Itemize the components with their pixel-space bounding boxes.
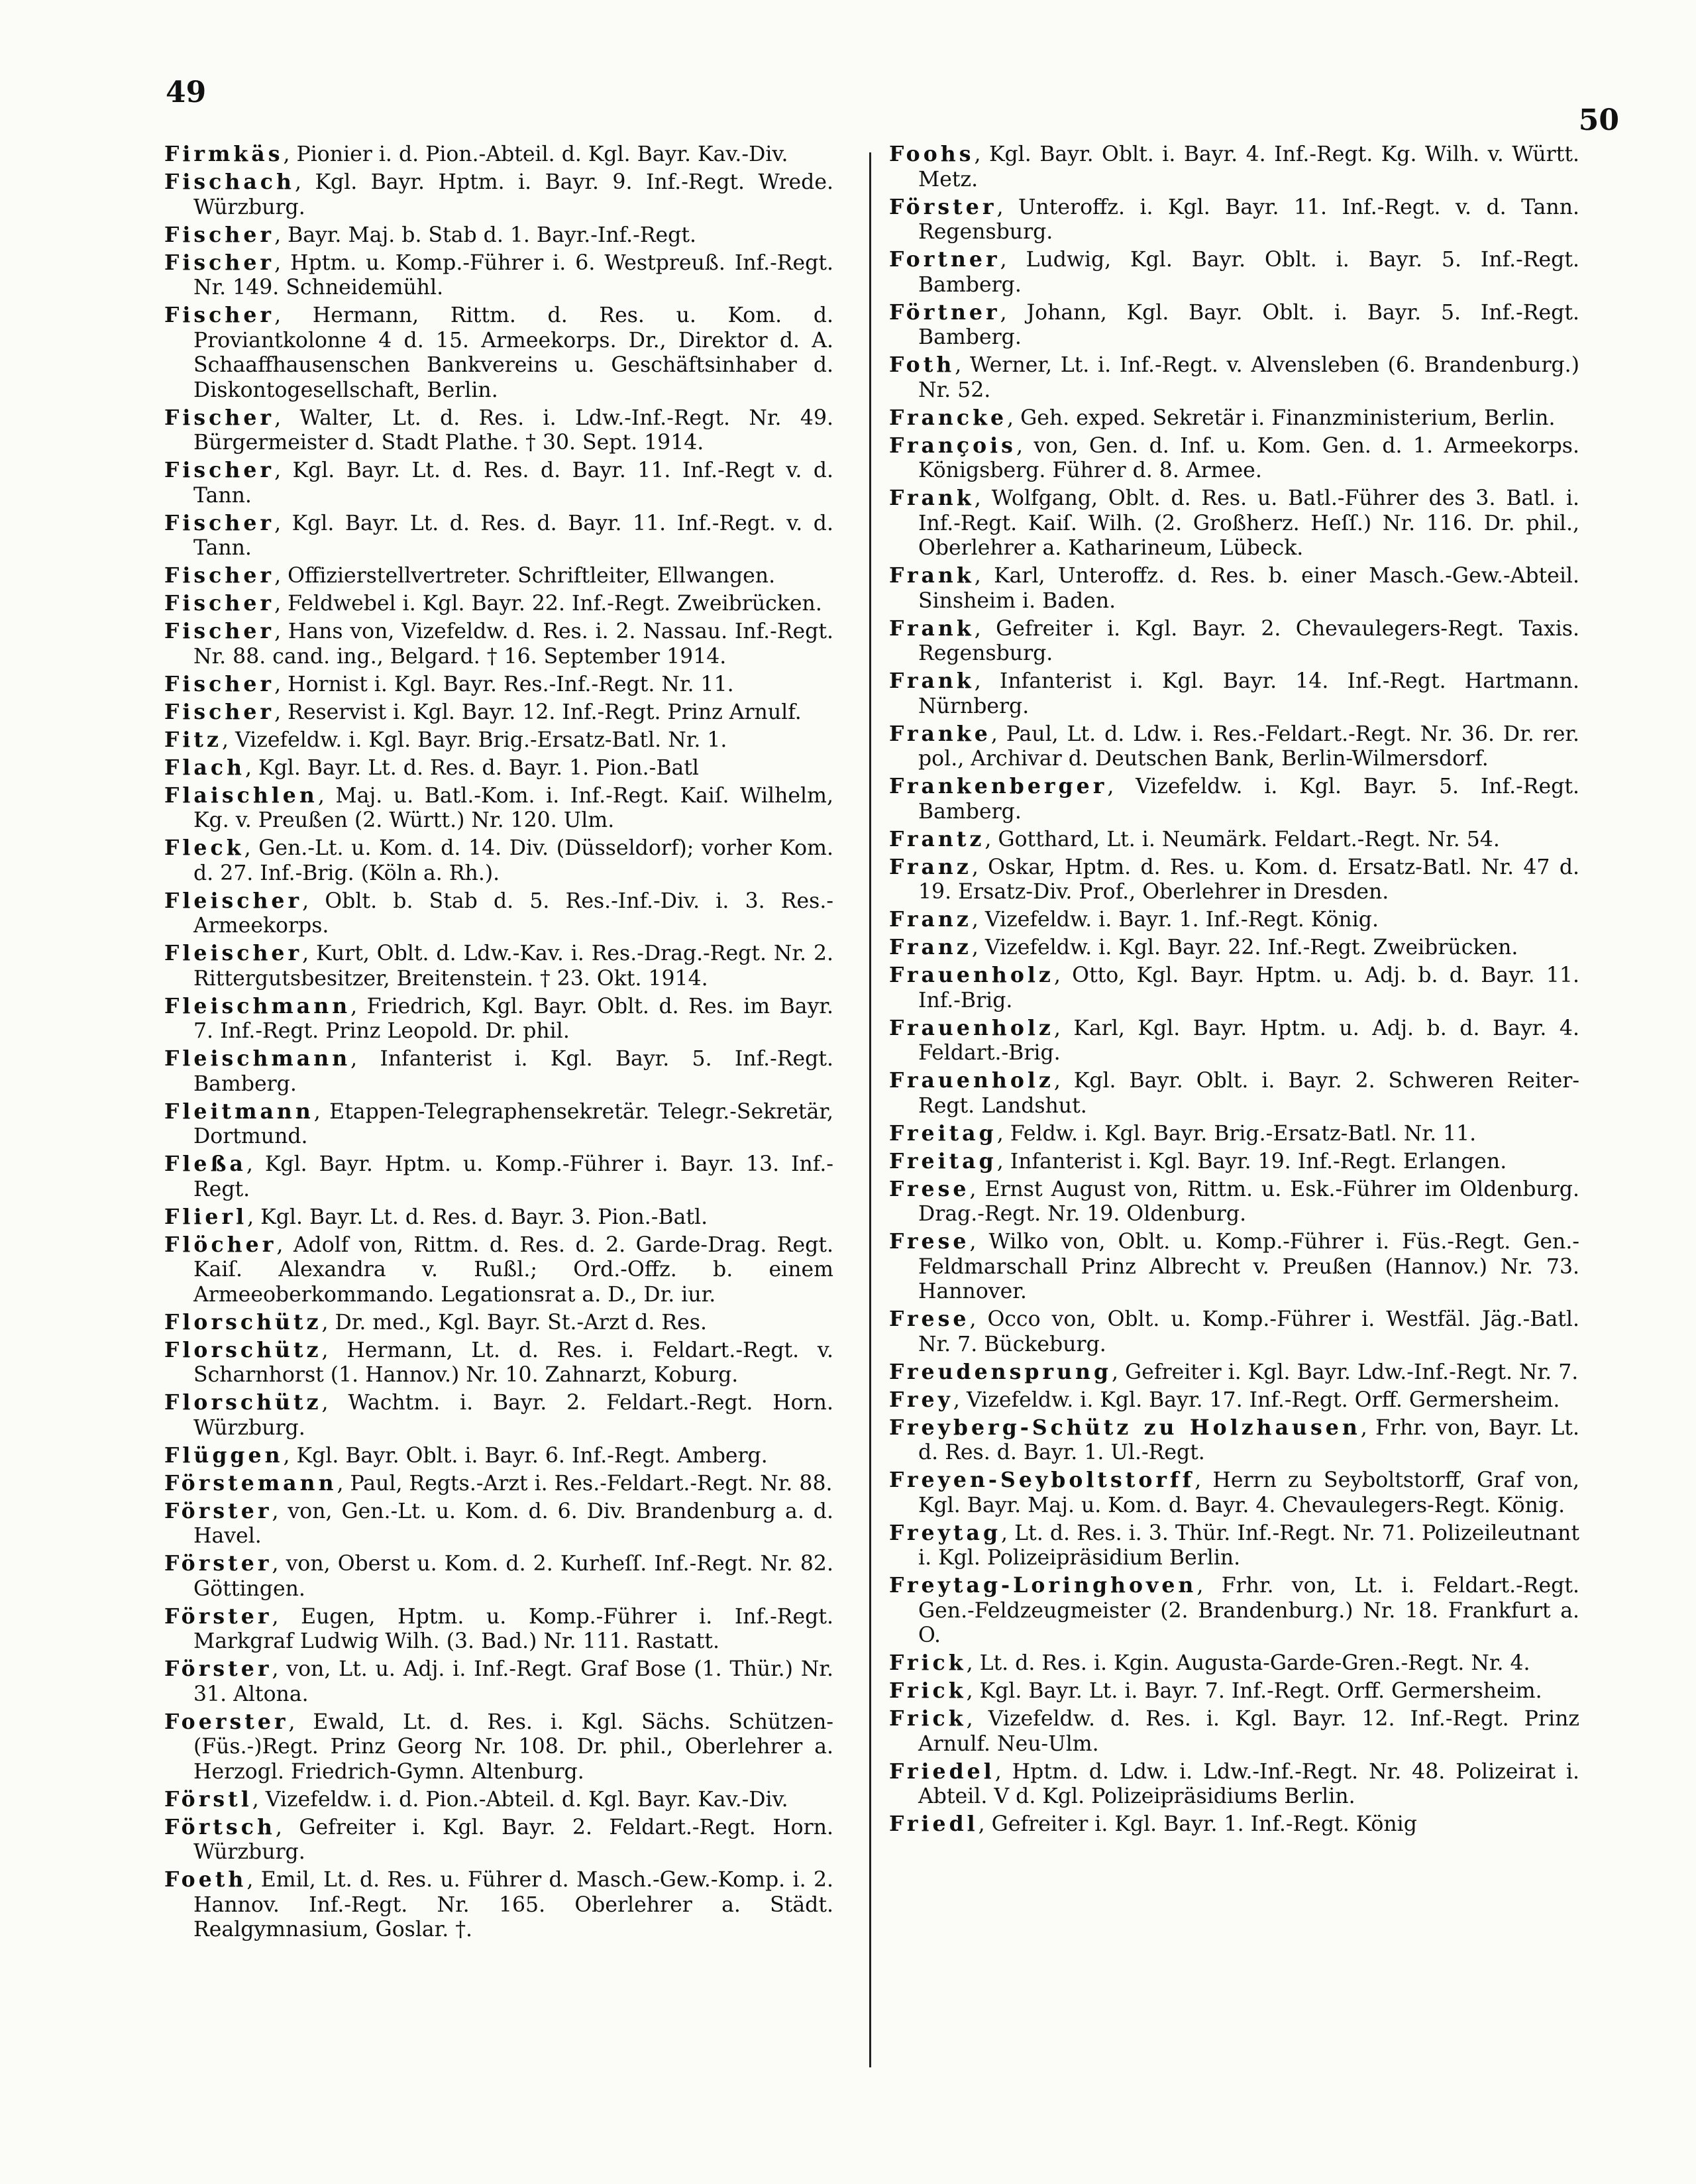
entry-surname: Frank bbox=[889, 563, 975, 588]
directory-entry bbox=[889, 300, 1579, 351]
entry-surname: Frantz bbox=[889, 826, 985, 851]
directory-entry bbox=[164, 142, 833, 168]
entry-details: , Feldwebel i. Kgl. Bayr. 22. Inf.-Regt. Zweibrücken. bbox=[274, 592, 822, 616]
directory-entry bbox=[164, 250, 833, 301]
entry-details: , Lt. d. Res. i. 3. Thür. Inf.-Regt. Nr. 71. Polizeileutnant i. Kgl. Polizeipräsidium Berlin. bbox=[918, 1521, 1579, 1570]
entry-surname: Friedel bbox=[889, 1759, 995, 1784]
entry-surname: Foohs bbox=[889, 142, 975, 166]
directory-entry bbox=[164, 1232, 833, 1308]
entry-details: , Oblt. b. Stab d. 5. Res.-Inf.-Div. i. 3. Res.-Armeekorps. bbox=[193, 889, 833, 938]
entry-details: , Herrn zu Seyboltstorff, Graf von, Kgl. Bayr. Maj. u. Kom. d. Bayr. 4. Chevaulegers-Regt. König. bbox=[918, 1468, 1579, 1517]
directory-entry bbox=[164, 1046, 833, 1097]
entry-details: , Karl, Unteroffz. d. Res. b. einer Masch.-Gew.-Abteil. Sinsheim i. Baden. bbox=[918, 564, 1579, 613]
entry-surname: Fleischer bbox=[164, 888, 303, 913]
entry-surname: Fitz bbox=[164, 727, 222, 752]
entry-surname: Förster bbox=[164, 1498, 272, 1523]
directory-entry bbox=[889, 722, 1579, 772]
entry-surname: Fischer bbox=[164, 303, 275, 327]
entry-surname: Fischer bbox=[164, 563, 275, 588]
entry-details: , Gefreiter i. Kgl. Bayr. 1. Inf.-Regt. König bbox=[978, 1812, 1417, 1836]
entry-surname: Freitag bbox=[889, 1148, 997, 1174]
entry-details: , Frhr. von, Bayr. Lt. d. Res. d. Bayr. 1. Ul.-Regt. bbox=[918, 1415, 1579, 1464]
directory-entry bbox=[164, 458, 833, 508]
directory-entry bbox=[889, 195, 1579, 245]
entry-details: , Kgl. Bayr. Oblt. i. Bayr. 6. Inf.-Regt. Amberg. bbox=[283, 1443, 768, 1468]
entry-details: , Occo von, Oblt. u. Komp.-Führer i. Westfäl. Jäg.-Batl. Nr. 7. Bückeburg. bbox=[918, 1307, 1579, 1356]
directory-entry bbox=[889, 907, 1579, 933]
entry-details: , Frhr. von, Lt. i. Feldart.-Regt. Gen.-Feldzeugmeister (2. Brandenburg.) Nr. 18. Frankfurt a. O. bbox=[918, 1574, 1579, 1647]
entry-details: , Vizefeldw. i. Kgl. Bayr. Brig.-Ersatz-Batl. Nr. 1. bbox=[221, 728, 727, 752]
entry-details: , Wolfgang, Oblt. d. Res. u. Batl.-Führer des 3. Batl. i. Inf.-Regt. Kaiſ. Wilh. (2. Großherz. Heſſ.) Nr. 116. Dr. phil., Oberlehrer a. Katharineum, Lübeck. bbox=[918, 486, 1579, 560]
entry-surname: Fleck bbox=[164, 836, 244, 860]
entry-details: , Werner, Lt. i. Inf.-Regt. v. Alvensleben (6. Brandenburg.) Nr. 52. bbox=[918, 353, 1579, 402]
directory-entry bbox=[164, 170, 833, 220]
directory-entry bbox=[164, 1152, 833, 1202]
directory-entry bbox=[889, 1706, 1579, 1757]
entry-details: , von, Lt. u. Adj. i. Inf.-Regt. Graf Bose (1. Thür.) Nr. 31. Altona. bbox=[193, 1657, 833, 1706]
entry-details: , Etappen-Telegraphensekretär. Telegr.-Sekretär, Dortmund. bbox=[193, 1099, 833, 1148]
entry-details: , Kgl. Bayr. Oblt. i. Bayr. 2. Schweren Reiter-Regt. Landshut. bbox=[918, 1069, 1579, 1118]
directory-entry bbox=[164, 1787, 833, 1813]
entry-surname: Freitag bbox=[889, 1120, 997, 1146]
directory-entry bbox=[889, 774, 1579, 824]
entry-details: , Johann, Kgl. Bayr. Oblt. i. Bayr. 5. Inf.-Regt. Bamberg. bbox=[918, 300, 1579, 349]
directory-entry bbox=[889, 247, 1579, 298]
directory-entry bbox=[164, 1443, 833, 1469]
entry-details: , Wachtm. i. Bayr. 2. Feldart.-Regt. Horn. Würzburg. bbox=[193, 1391, 833, 1440]
entry-surname: Franz bbox=[889, 935, 972, 959]
entry-surname: Flöcher bbox=[164, 1232, 277, 1257]
entry-surname: Frese bbox=[889, 1176, 970, 1201]
entry-details: , Unteroffz. i. Kgl. Bayr. 11. Inf.-Regt. v. d. Tann. Regensburg. bbox=[918, 195, 1579, 244]
entry-details: , Kurt, Oblt. d. Ldw.-Kav. i. Res.-Drag.-Regt. Nr. 2. Rittergutsbesitzer, Breitenstein. † 23. Okt. 1914. bbox=[193, 942, 833, 991]
directory-entry bbox=[889, 1360, 1579, 1386]
entry-surname: Friedl bbox=[889, 1812, 979, 1836]
entry-details: , Infanterist i. Kgl. Bayr. 5. Inf.-Regt. Bamberg. bbox=[193, 1047, 833, 1096]
directory-entry bbox=[164, 1310, 833, 1336]
entry-surname: Flaischlen bbox=[164, 783, 318, 808]
entry-details: , Gefreiter i. Kgl. Bayr. 2. Chevaulegers-Regt. Taxis. Regensburg. bbox=[918, 616, 1579, 665]
entry-surname: Fischach bbox=[164, 170, 295, 194]
entry-details: , Ernst August von, Rittm. u. Esk.-Führer im Oldenburg. Drag.-Regt. Nr. 19. Oldenburg. bbox=[918, 1177, 1579, 1226]
entry-surname: Förster bbox=[889, 194, 997, 219]
entry-surname: Förster bbox=[164, 1657, 272, 1681]
directory-entry bbox=[164, 1604, 833, 1655]
entry-details: , Kgl. Bayr. Oblt. i. Bayr. 4. Inf.-Regt. Kg. Wilh. v. Württ. Metz. bbox=[918, 142, 1579, 191]
entry-surname: Firmkäs bbox=[164, 142, 284, 166]
entry-surname: Florschütz bbox=[164, 1337, 322, 1362]
directory-entry bbox=[889, 1229, 1579, 1305]
entry-surname: Freyberg-Schütz zu Holzhausen bbox=[889, 1415, 1361, 1440]
directory-entry bbox=[164, 994, 833, 1044]
entry-details: , Ewald, Lt. d. Res. i. Kgl. Sächs. Schützen-(Füs.-)Regt. Prinz Georg Nr. 108. Dr. phil., Oberlehrer a. Herzogl. Friedrich-Gymn. Altenburg. bbox=[193, 1710, 833, 1784]
directory-entry bbox=[889, 1177, 1579, 1227]
entry-details: , Vizefeldw. i. Kgl. Bayr. 17. Inf.-Regt. Orff. Germersheim. bbox=[953, 1388, 1560, 1412]
directory-entry bbox=[889, 1415, 1579, 1466]
entry-surname: Fischer bbox=[164, 250, 275, 275]
entry-details: , Kgl. Bayr. Lt. d. Res. d. Bayr. 1. Pion.-Batl bbox=[245, 755, 699, 780]
entry-details: , Kgl. Bayr. Hptm. i. Bayr. 9. Inf.-Regt. Wrede. Würzburg. bbox=[193, 170, 833, 219]
entry-surname: Förtner bbox=[889, 300, 1000, 325]
directory-entry bbox=[164, 941, 833, 991]
entry-surname: Förstemann bbox=[164, 1470, 337, 1496]
directory-entry bbox=[164, 1338, 833, 1388]
entry-details: , von, Oberst u. Kom. d. 2. Kurheſſ. Inf.-Regt. Nr. 82. Göttingen. bbox=[193, 1552, 833, 1601]
entry-surname: Förster bbox=[164, 1551, 272, 1576]
directory-entry bbox=[164, 836, 833, 886]
directory-entry bbox=[164, 511, 833, 561]
entry-details: , Vizefeldw. d. Res. i. Kgl. Bayr. 12. Inf.-Regt. Prinz Arnulf. Neu-Ulm. bbox=[918, 1707, 1579, 1756]
directory-entry bbox=[164, 672, 833, 698]
directory-entry bbox=[889, 963, 1579, 1013]
entry-details: , Emil, Lt. d. Res. u. Führer d. Masch.-Gew.-Komp. i. 2. Hannov. Inf.-Regt. Nr. 165. Oberlehrer a. Städt. Realgymnasium, Goslar. †. bbox=[193, 1868, 833, 1941]
entry-surname: Foeth bbox=[164, 1867, 247, 1892]
entry-surname: Franz bbox=[889, 854, 972, 879]
directory-entry bbox=[889, 1651, 1579, 1676]
entry-details: , Maj. u. Batl.-Kom. i. Inf.-Regt. Kaiſ. Wilhelm, Kg. v. Preußen (2. Württ.) Nr. 120. Ulm. bbox=[193, 783, 833, 832]
directory-entry bbox=[164, 223, 833, 248]
entry-surname: Fleitmann bbox=[164, 1099, 314, 1124]
entry-details: , Otto, Kgl. Bayr. Hptm. u. Adj. b. d. Bayr. 11. Inf.-Brig. bbox=[918, 963, 1579, 1012]
directory-entry bbox=[164, 303, 833, 403]
directory-entry bbox=[889, 669, 1579, 719]
entry-details: , Eugen, Hptm. u. Komp.-Führer i. Inf.-Regt. Markgraf Ludwig Wilh. (3. Bad.) Nr. 111. Rastatt. bbox=[193, 1604, 833, 1653]
entry-surname: Fleßa bbox=[164, 1152, 246, 1176]
directory-entry bbox=[164, 1499, 833, 1549]
entry-details: , Hermann, Rittm. d. Res. u. Kom. d. Proviantkolonne 4 d. 15. Armeekorps. Dr., Direktor d. A. Schaaffhausenschen Bankvereins u. Geschäftsinhaber d. Diskontogesellschaft, Berlin. bbox=[193, 303, 833, 402]
entry-surname: Franke bbox=[889, 721, 991, 746]
entry-surname: Fortner bbox=[889, 247, 1000, 272]
entry-details: , Kgl. Bayr. Lt. d. Res. d. Bayr. 11. Inf.-Regt. v. d. Tann. bbox=[193, 511, 833, 560]
directory-entry bbox=[164, 700, 833, 726]
entry-surname: Fischer bbox=[164, 405, 275, 430]
entry-surname: François bbox=[889, 433, 1016, 458]
entry-surname: Förtsch bbox=[164, 1814, 276, 1839]
page-number-left: 49 bbox=[166, 76, 207, 109]
entry-details: , Oskar, Hptm. d. Res. u. Kom. d. Ersatz-Batl. Nr. 47 d. 19. Ersatz-Div. Prof., Oberlehrer in Dresden. bbox=[918, 855, 1579, 904]
entry-surname: Freytag bbox=[889, 1520, 1002, 1545]
entry-details: , Friedrich, Kgl. Bayr. Oblt. d. Res. im Bayr. 7. Inf.-Regt. Prinz Leopold. Dr. phil. bbox=[193, 994, 833, 1043]
directory-entry bbox=[889, 1812, 1579, 1837]
entry-details: , Ludwig, Kgl. Bayr. Oblt. i. Bayr. 5. Inf.-Regt. Bamberg. bbox=[918, 248, 1579, 297]
entry-surname: Flach bbox=[164, 755, 246, 780]
entry-details: , von, Gen. d. Inf. u. Kom. Gen. d. 1. Armeekorps. Königsberg. Führer d. 8. Armee. bbox=[918, 433, 1579, 482]
entry-details: , Walter, Lt. d. Res. i. Ldw.-Inf.-Regt. Nr. 49. Bürgermeister d. Stadt Plathe. † 30. Sept. 1914. bbox=[193, 406, 833, 455]
entry-details: , Karl, Kgl. Bayr. Hptm. u. Adj. b. d. Bayr. 4. Feldart.-Brig. bbox=[918, 1016, 1579, 1065]
entry-details: , Reservist i. Kgl. Bayr. 12. Inf.-Regt. Prinz Arnulf. bbox=[274, 700, 802, 724]
entry-details: , Kgl. Bayr. Lt. i. Bayr. 7. Inf.-Regt. Orff. Germersheim. bbox=[966, 1679, 1542, 1703]
directory-entry bbox=[889, 855, 1579, 905]
directory-entry bbox=[889, 1149, 1579, 1175]
directory-entry bbox=[164, 783, 833, 834]
directory-entry bbox=[164, 563, 833, 589]
entry-surname: Florschütz bbox=[164, 1390, 322, 1415]
directory-entry bbox=[889, 1307, 1579, 1357]
entry-details: , Dr. med., Kgl. Bayr. St.-Arzt d. Res. bbox=[321, 1310, 707, 1335]
entry-surname: Freudensprung bbox=[889, 1359, 1112, 1384]
entry-surname: Foerster bbox=[164, 1709, 289, 1734]
entry-surname: Frauenholz bbox=[889, 1015, 1054, 1040]
entry-details: , Pionier i. d. Pion.-Abteil. d. Kgl. Bayr. Kav.-Div. bbox=[283, 142, 788, 166]
directory-entry bbox=[164, 889, 833, 939]
entry-details: , Kgl. Bayr. Lt. d. Res. d. Bayr. 3. Pion.-Batl. bbox=[247, 1205, 708, 1229]
entry-details: , Hornist i. Kgl. Bayr. Res.-Inf.-Regt. Nr. 11. bbox=[274, 672, 734, 696]
directory-entry bbox=[889, 1068, 1579, 1119]
entry-surname: Frank bbox=[889, 616, 975, 641]
directory-entry bbox=[164, 1710, 833, 1785]
entry-details: , Vizefeldw. i. Kgl. Bayr. 5. Inf.-Regt. Bamberg. bbox=[918, 775, 1579, 824]
directory-entry bbox=[164, 1815, 833, 1865]
directory-entry bbox=[164, 591, 833, 617]
entry-surname: Flierl bbox=[164, 1204, 248, 1229]
directory-entry bbox=[889, 827, 1579, 853]
entry-surname: Frese bbox=[889, 1229, 970, 1254]
entry-details: , Offizierstellvertreter. Schriftleiter, Ellwangen. bbox=[274, 564, 776, 588]
entry-surname: Florschütz bbox=[164, 1309, 322, 1335]
entry-surname: Frick bbox=[889, 1678, 967, 1703]
entry-details: , Vizefeldw. i. d. Pion.-Abteil. d. Kgl. Bayr. Kav.-Div. bbox=[252, 1787, 788, 1812]
entry-surname: Francke bbox=[889, 405, 1008, 430]
directory-entry bbox=[164, 1205, 833, 1230]
entry-surname: Freytag-Loringhoven bbox=[889, 1573, 1197, 1598]
entry-details: , Bayr. Maj. b. Stab d. 1. Bayr.-Inf.-Regt. bbox=[274, 223, 697, 247]
directory-entry bbox=[889, 1388, 1579, 1413]
directory-entry bbox=[889, 1521, 1579, 1571]
directory-entry bbox=[889, 353, 1579, 403]
entry-surname: Fleischmann bbox=[164, 1046, 351, 1071]
directory-entry bbox=[889, 616, 1579, 667]
entry-details: , Gotthard, Lt. i. Neumärk. Feldart.-Regt. Nr. 54. bbox=[984, 827, 1500, 851]
entry-details: , Paul, Lt. d. Ldw. i. Res.-Feldart.-Regt. Nr. 36. Dr. rer. pol., Archivar d. Deutschen Bank, Berlin-Wilmersdorf. bbox=[918, 722, 1579, 771]
directory-entry bbox=[889, 142, 1579, 192]
entry-surname: Frank bbox=[889, 669, 975, 693]
entry-surname: Fischer bbox=[164, 619, 275, 643]
entry-details: , Hptm. u. Komp.-Führer i. 6. Westpreuß. Inf.-Regt. Nr. 149. Schneidemühl. bbox=[193, 250, 833, 300]
entry-surname: Foth bbox=[889, 353, 955, 377]
directory-entry bbox=[164, 1551, 833, 1602]
entry-surname: Franz bbox=[889, 907, 972, 932]
entry-surname: Förster bbox=[164, 1604, 272, 1629]
directory-entry bbox=[889, 935, 1579, 961]
directory-entry bbox=[889, 406, 1579, 431]
directory-entry bbox=[889, 563, 1579, 614]
directory-entry bbox=[889, 1016, 1579, 1066]
entry-details: , Feldw. i. Kgl. Bayr. Brig.-Ersatz-Batl. Nr. 11. bbox=[996, 1121, 1477, 1146]
entry-surname: Frankenberger bbox=[889, 774, 1108, 798]
directory-entry bbox=[164, 1657, 833, 1707]
directory-entry bbox=[164, 406, 833, 456]
entry-details: , von, Gen.-Lt. u. Kom. d. 6. Div. Brandenburg a. d. Havel. bbox=[193, 1499, 833, 1548]
entry-details: , Paul, Regts.-Arzt i. Res.-Feldart.-Regt. Nr. 88. bbox=[337, 1471, 833, 1496]
directory-entry bbox=[164, 1471, 833, 1497]
entry-surname: Fischer bbox=[164, 671, 275, 696]
entry-surname: Fischer bbox=[164, 510, 275, 535]
page-number-right: 50 bbox=[1578, 103, 1619, 137]
entry-surname: Frey bbox=[889, 1387, 953, 1412]
directory-entry bbox=[889, 1678, 1579, 1704]
entry-details: , Kgl. Bayr. Hptm. u. Komp.-Führer i. Bayr. 13. Inf.-Regt. bbox=[193, 1152, 833, 1201]
column-divider bbox=[869, 152, 871, 2067]
entry-surname: Förstl bbox=[164, 1786, 252, 1812]
entry-details: , Geh. exped. Sekretär i. Finanzministerium, Berlin. bbox=[1007, 406, 1556, 430]
right-column bbox=[889, 142, 1579, 1839]
entry-details: , Hermann, Lt. d. Res. i. Feldart.-Regt. v. Scharnhorst (1. Hannov.) Nr. 10. Zahnarzt, Koburg. bbox=[193, 1338, 833, 1387]
directory-entry bbox=[164, 1867, 833, 1943]
directory-entry bbox=[889, 433, 1579, 484]
directory-entry bbox=[164, 1390, 833, 1441]
entry-surname: Fleischmann bbox=[164, 993, 351, 1018]
directory-entry bbox=[164, 755, 833, 781]
entry-surname: Frank bbox=[889, 486, 975, 510]
entry-details: , Gen.-Lt. u. Kom. d. 14. Div. (Düsseldorf); vorher Kom. d. 27. Inf.-Brig. (Köln a. Rh.). bbox=[193, 836, 833, 885]
entry-details: , Vizefeldw. i. Kgl. Bayr. 22. Inf.-Regt. Zweibrücken. bbox=[971, 936, 1518, 959]
entry-details: , Gefreiter i. Kgl. Bayr. 2. Feldart.-Regt. Horn. Würzburg. bbox=[193, 1815, 833, 1864]
entry-details: , Hptm. d. Ldw. i. Ldw.-Inf.-Regt. Nr. 48. Polizeirat i. Abteil. V d. Kgl. Polizeipräsidiums Berlin. bbox=[918, 1759, 1579, 1808]
entry-details: , Lt. d. Res. i. Kgin. Augusta-Garde-Gren.-Regt. Nr. 4. bbox=[966, 1651, 1530, 1675]
directory-entry bbox=[164, 728, 833, 753]
entry-surname: Frauenholz bbox=[889, 963, 1054, 987]
directory-entry bbox=[889, 1468, 1579, 1518]
entry-surname: Frese bbox=[889, 1307, 970, 1331]
directory-entry bbox=[164, 619, 833, 669]
entry-surname: Fischer bbox=[164, 458, 275, 482]
entry-surname: Fischer bbox=[164, 699, 275, 724]
entry-surname: Frick bbox=[889, 1706, 967, 1731]
entry-details: , Kgl. Bayr. Lt. d. Res. d. Bayr. 11. Inf.-Regt v. d. Tann. bbox=[193, 459, 833, 508]
directory-entry bbox=[889, 486, 1579, 561]
entry-details: , Gefreiter i. Kgl. Bayr. Ldw.-Inf.-Regt. Nr. 7. bbox=[1112, 1360, 1579, 1384]
entry-details: , Adolf von, Rittm. d. Res. d. 2. Garde-Drag. Regt. Kaiſ. Alexandra v. Rußl.; Ord.-Offz. b. einem Armeeoberkommando. Legationsrat a. D., Dr. iur. bbox=[193, 1232, 833, 1307]
entry-surname: Freyen-Seyboltstorff bbox=[889, 1468, 1195, 1492]
entry-details: , Hans von, Vizefeldw. d. Res. i. 2. Nassau. Inf.-Regt. Nr. 88. cand. ing., Belgard. † 16. September 1914. bbox=[193, 620, 833, 669]
entry-surname: Frick bbox=[889, 1651, 967, 1675]
left-column bbox=[164, 142, 833, 1945]
entry-surname: Flüggen bbox=[164, 1443, 284, 1468]
entry-details: , Infanterist i. Kgl. Bayr. 14. Inf.-Regt. Hartmann. Nürnberg. bbox=[918, 669, 1579, 718]
entry-surname: Fischer bbox=[164, 591, 275, 616]
entry-surname: Fleischer bbox=[164, 941, 303, 965]
directory-entry bbox=[889, 1573, 1579, 1649]
entry-details: , Wilko von, Oblt. u. Komp.-Führer i. Füs.-Regt. Gen.-Feldmarschall Prinz Albrecht v. Preußen (Hannov.) Nr. 73. Hannover. bbox=[918, 1230, 1579, 1303]
entry-details: , Infanterist i. Kgl. Bayr. 19. Inf.-Regt. Erlangen. bbox=[996, 1149, 1507, 1174]
entry-surname: Frauenholz bbox=[889, 1068, 1054, 1093]
directory-entry bbox=[164, 1099, 833, 1150]
directory-entry bbox=[889, 1759, 1579, 1810]
directory-entry bbox=[889, 1121, 1579, 1147]
entry-surname: Fischer bbox=[164, 222, 275, 247]
entry-details: , Vizefeldw. i. Bayr. 1. Inf.-Regt. König. bbox=[971, 908, 1379, 932]
